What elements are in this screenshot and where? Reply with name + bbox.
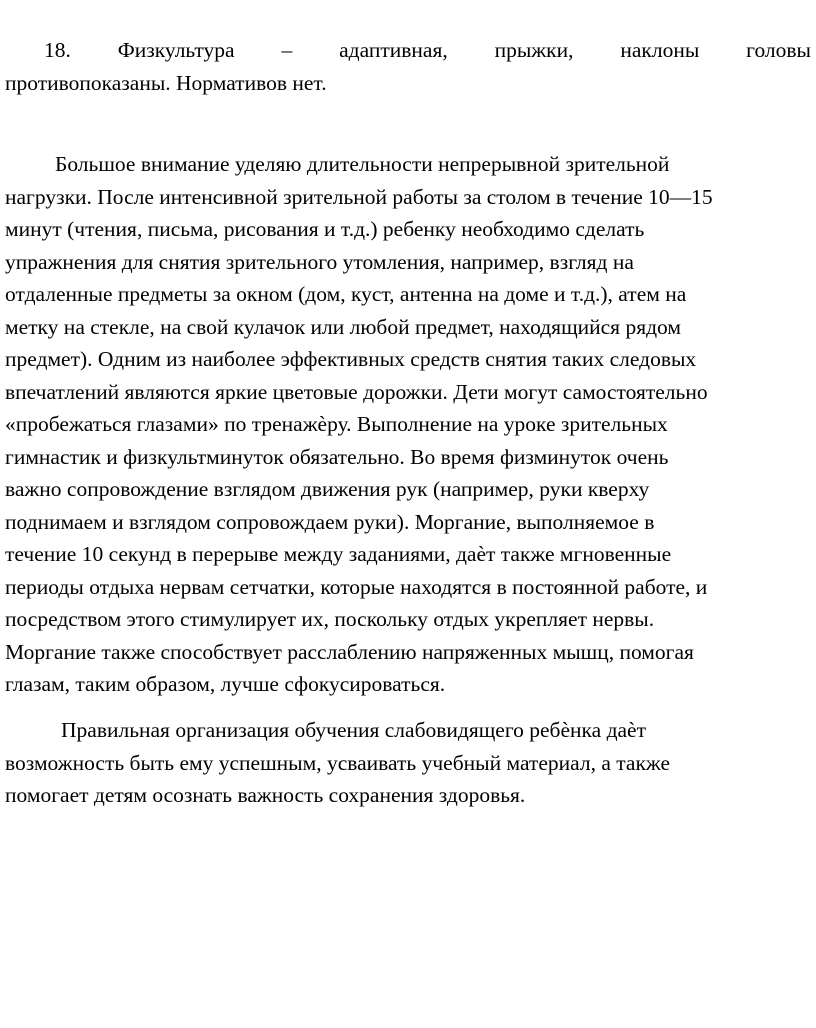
paragraph-line: впечатлений являются яркие цветовые дорожки. Дети могут самостоятельно [5,379,708,404]
paragraph-line: периоды отдыха нервам сетчатки, которые находятся в постоянной работе, и [5,574,708,599]
paragraph-line: гимнастик и физкультминуток обязательно. Во время физминуток очень [5,444,669,469]
paragraph-line: поднимаем и взглядом сопровождаем руки). Моргание, выполняемое в [5,509,655,534]
paragraph-line: глазам, таким образом, лучше сфокусироваться. [5,672,446,696]
paragraph-line: посредством этого стимулирует их, поскольку отдых укрепляет нервы. [5,607,655,631]
paragraph-line: 18. Физкультура – адаптивная, прыжки, наклоны головы [44,38,811,62]
paragraph-line [5,148,795,181]
paragraph-line: нагрузки. После интенсивной зрительной работы за столом в течение 10—15 [5,184,713,209]
paragraph-line: Моргание также способствует расслаблению напряженных мышц, помогая [5,639,694,664]
paragraph-physical-education [5,34,811,99]
paragraph-line [5,714,795,747]
paragraph-line: «пробежаться глазами» по тренажѐру. Выполнение на уроке зрительных [5,412,668,436]
paragraph-line: упражнения для снятия зрительного утомления, например, взгляд на [5,249,634,274]
paragraph-line: противопоказаны. Нормативов нет. [5,70,327,95]
paragraph-line: возможность быть ему успешным, усваивать учебный материал, а также [5,750,671,775]
paragraph-line-text: Правильная организация обучения слабовидящего ребѐнка даѐт [61,718,646,742]
paragraph-line: метку на стекле, на свой кулачок или любой предмет, находящийся рядом [5,314,681,339]
paragraph-conclusion [5,714,795,812]
paragraph-line: помогает детям осознать важность сохранения здоровья. [5,783,526,807]
paragraph-visual-load [5,148,795,701]
paragraph-line-text: Большое внимание уделяю длительности непрерывной зрительной [55,152,670,176]
paragraph-line: предмет). Одним из наиболее эффективных средств снятия таких следовых [5,347,697,371]
paragraph-line: течение 10 секунд в перерыве между заданиями, даѐт также мгновенные [5,542,672,566]
paragraph-line: отдаленные предметы за окном (дом, куст, антенна на доме и т.д.), атем на [5,282,687,306]
paragraph-line: минут (чтения, письма, рисования и т.д.) ребенку необходимо сделать [5,217,645,241]
paragraph-line: важно сопровождение взглядом движения рук (например, руки кверху [5,477,650,501]
